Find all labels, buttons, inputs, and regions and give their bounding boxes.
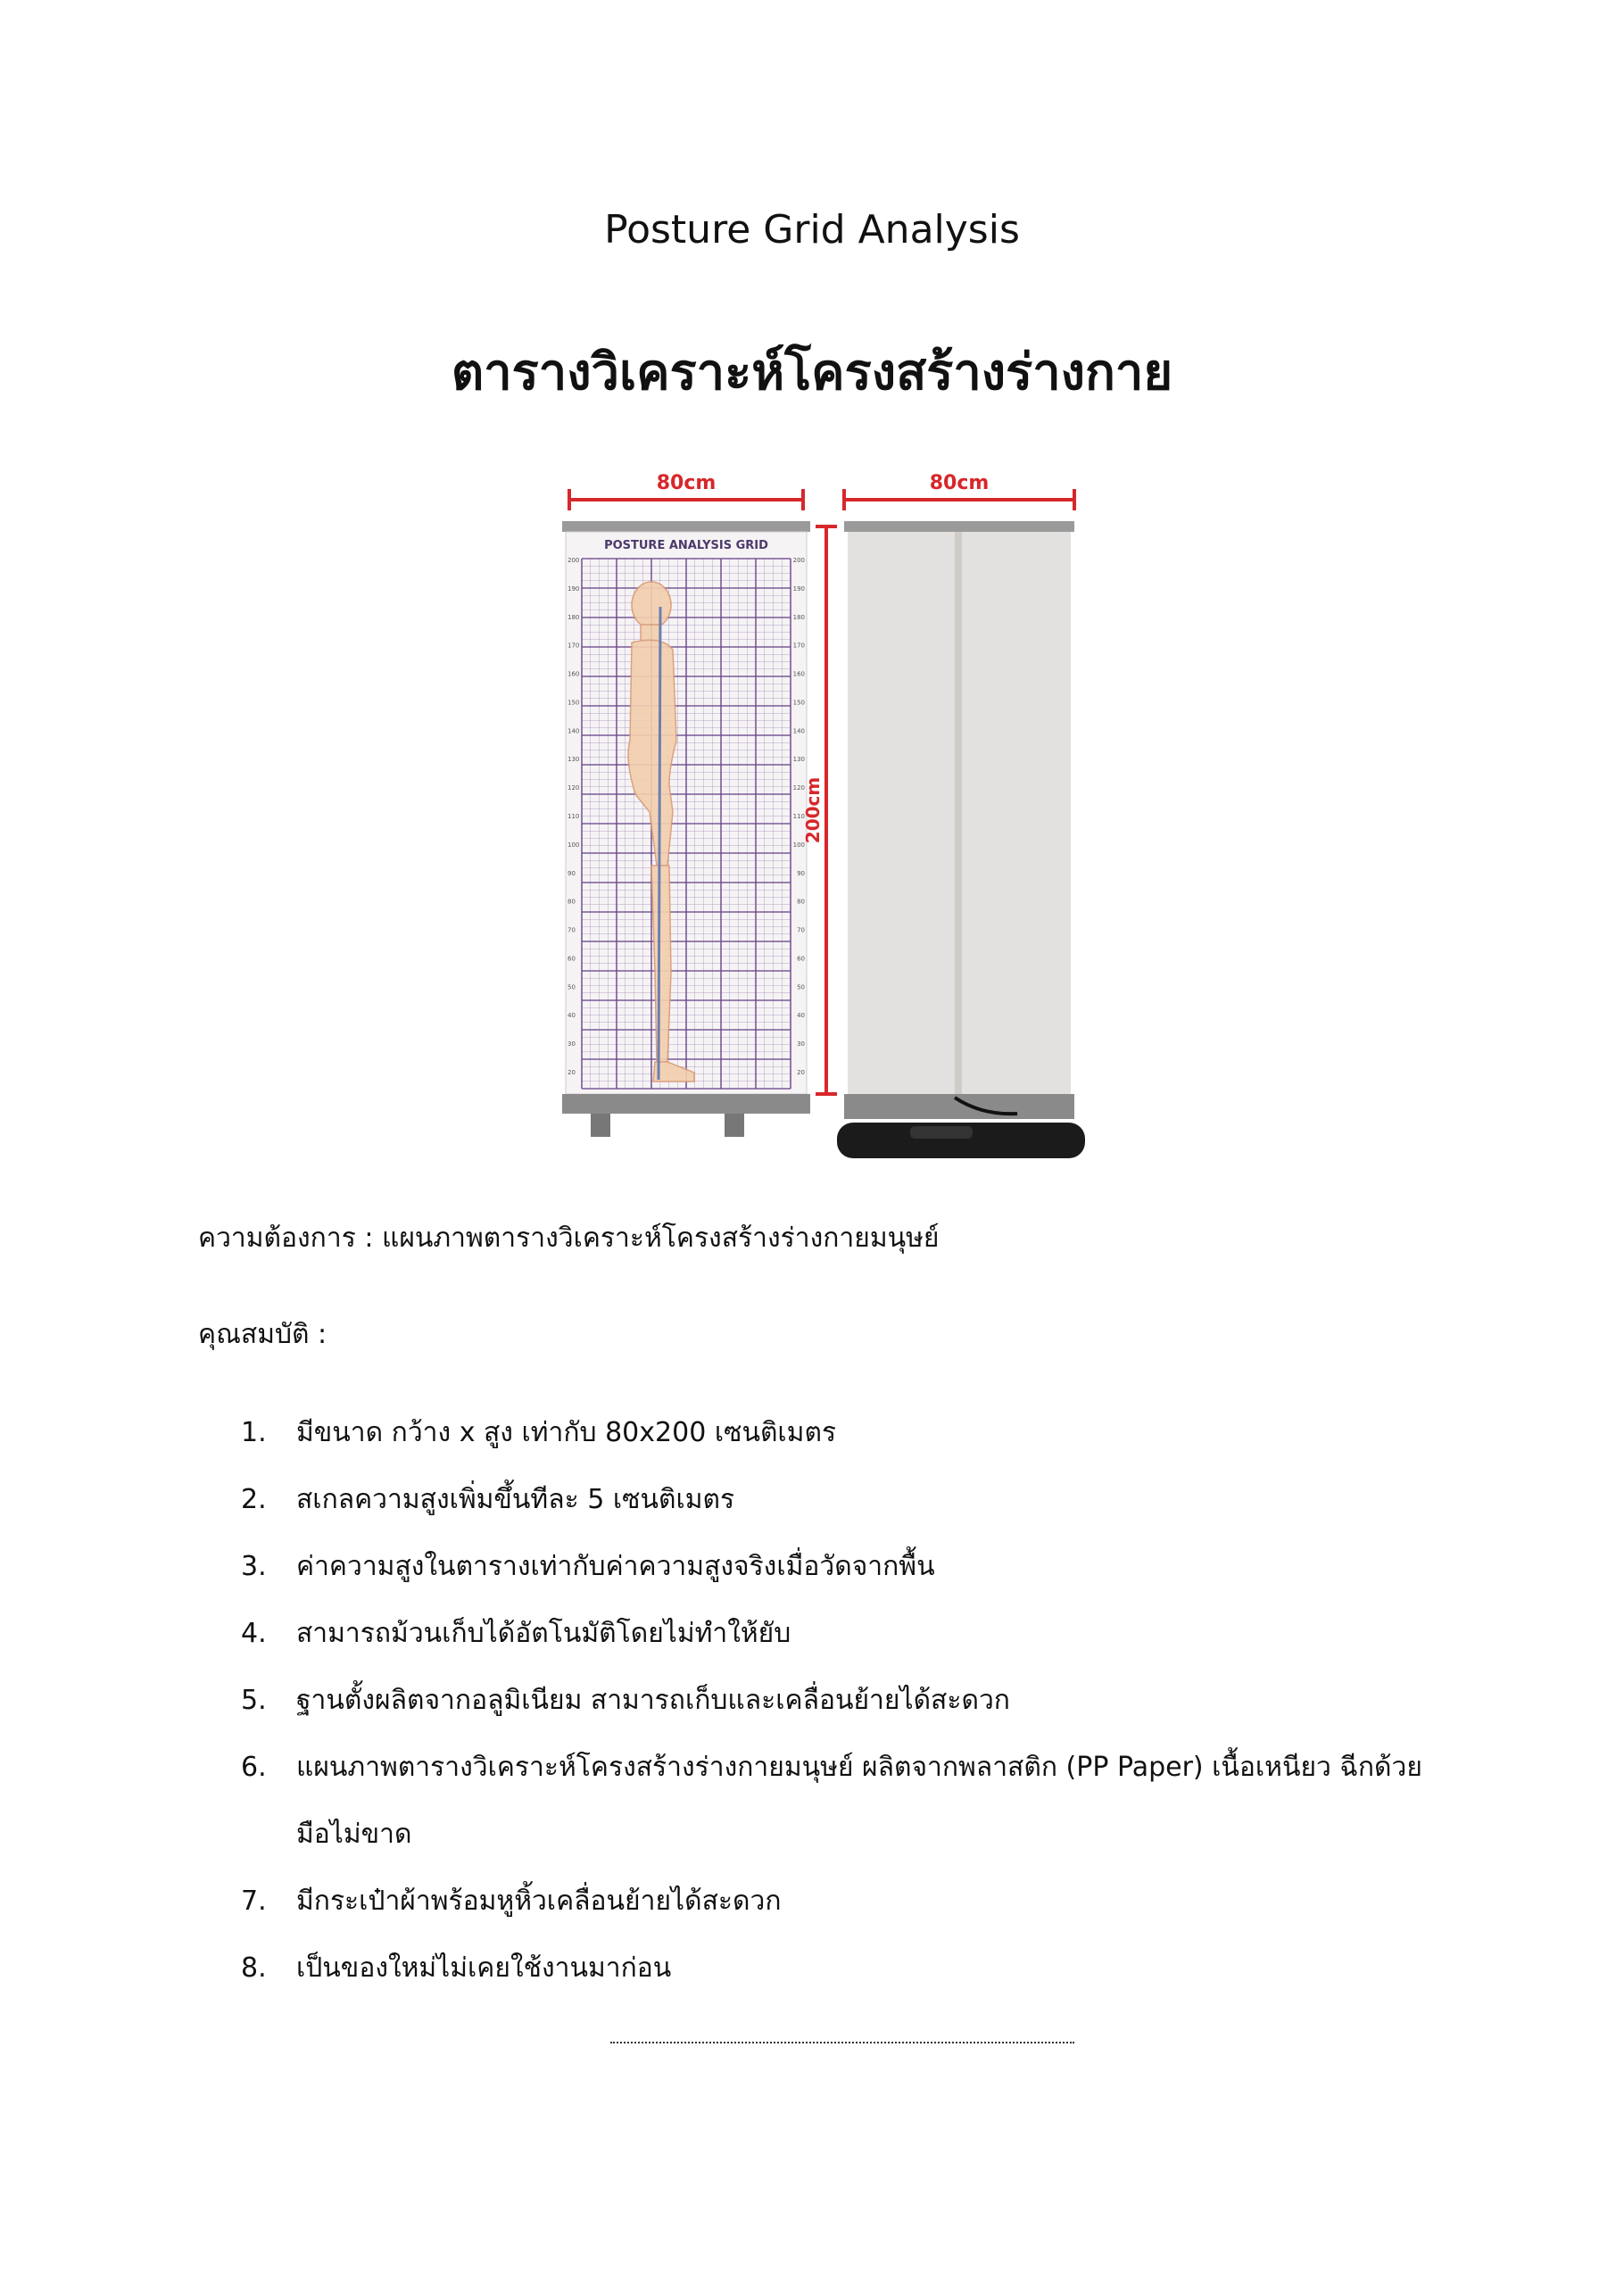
spec-list: [241, 1399, 1437, 2002]
list-item: [241, 1667, 1437, 1734]
list-item-number: 7.: [241, 1886, 267, 1917]
scale-label-left: 190: [568, 584, 580, 593]
scale-label-left: 150: [568, 699, 580, 707]
scale-label-right: 90: [797, 869, 805, 877]
list-item: [241, 1533, 1437, 1600]
scale-label-right: 50: [797, 983, 805, 991]
document-title-english: Posture Grid Analysis: [604, 207, 1020, 253]
list-item-text: สามารถม้วนเก็บได้อัตโนมัติโดยไม่ทำให้ยับ: [296, 1618, 791, 1649]
scale-label-right: 80: [797, 898, 805, 906]
scale-label-right: 40: [797, 1012, 805, 1020]
scale-label-left: 140: [568, 727, 580, 735]
scale-label-left: 30: [568, 1040, 576, 1049]
scale-label-left: 50: [568, 983, 576, 991]
scale-label-left: 110: [568, 813, 580, 820]
dotted-separator: [610, 2040, 1074, 2043]
list-item: [241, 1868, 1437, 1935]
height-label: 200cm: [802, 776, 824, 844]
list-item-number: 4.: [241, 1618, 267, 1649]
document-title-thai: ตารางวิเคราะห์โครงสร้างร่างกาย: [451, 344, 1173, 402]
scale-label-left: 70: [568, 926, 576, 934]
list-item-number: 3.: [241, 1551, 267, 1582]
list-item: [241, 1734, 1437, 1868]
scale-label-left: 80: [568, 898, 576, 906]
scale-label-right: 180: [792, 613, 805, 621]
scale-label-left: 90: [568, 869, 576, 877]
scale-label-right: 130: [792, 756, 805, 764]
height-dimension: [802, 526, 837, 1094]
scale-label-right: 110: [792, 813, 805, 820]
list-item: [241, 1399, 1437, 1466]
scale-label-left: 100: [568, 841, 580, 849]
list-item-text: ค่าความสูงในตารางเท่ากับค่าความสูงจริงเมื่อวัดจากพื้น: [296, 1551, 935, 1582]
scale-label-left: 200: [568, 557, 580, 564]
list-item-text: ฐานตั้งผลิตจากอลูมิเนียม สามารถเก็บและเคลื่อนย้ายได้สะดวก: [296, 1685, 1010, 1716]
list-item-text: แผนภาพตารางวิเคราะห์โครงสร้างร่างกายมนุษย์ ผลิตจากพลาสติก (PP Paper) เนื้อเหนียว ฉีกด้วยมือไม่ขาด: [296, 1752, 1422, 1850]
list-item-number: 8.: [241, 1952, 267, 1984]
list-item-text: สเกลความสูงเพิ่มขึ้นทีละ 5 เซนติเมตร: [296, 1484, 735, 1515]
list-item: [241, 1600, 1437, 1667]
scale-label-left: 160: [568, 670, 580, 678]
product-photo: [535, 473, 1106, 1169]
spine-line: [659, 607, 660, 1080]
scale-label-right: 160: [792, 670, 805, 678]
list-item: [241, 1466, 1437, 1533]
poster-header: POSTURE ANALYSIS GRID: [604, 539, 768, 552]
scale-label-right: 170: [792, 642, 805, 650]
scale-label-right: 20: [797, 1069, 805, 1076]
list-item-text: เป็นของใหม่ไม่เคยใช้งานมาก่อน: [296, 1952, 672, 1984]
scale-label-left: 20: [568, 1069, 576, 1076]
scale-label-left: 120: [568, 784, 580, 792]
scale-label-right: 150: [792, 699, 805, 707]
list-item-number: 2.: [241, 1484, 267, 1515]
scale-label-left: 60: [568, 955, 576, 963]
width-dimension-left: [569, 473, 803, 510]
width-dimension-right: [844, 473, 1074, 510]
scale-label-left: 40: [568, 1012, 576, 1020]
scale-label-right: 30: [797, 1040, 805, 1049]
plain-poster: [844, 521, 1074, 1119]
scale-label-left: 170: [568, 642, 580, 650]
scale-label-right: 140: [792, 727, 805, 735]
width-label-right: 80cm: [929, 473, 990, 494]
width-label-left: 80cm: [656, 473, 717, 494]
poster-base: [562, 1094, 810, 1114]
scale-label-left: 130: [568, 756, 580, 764]
scale-label-right: 100: [792, 841, 805, 849]
scale-label-right: 120: [792, 784, 805, 792]
grid-poster: [562, 521, 810, 1137]
scale-label-left: 180: [568, 613, 580, 621]
scale-label-right: 70: [797, 926, 805, 934]
scale-label-right: 190: [792, 584, 805, 593]
properties-label: คุณสมบัติ :: [198, 1319, 327, 1350]
list-item-text: มีขนาด กว้าง x สูง เท่ากับ 80x200 เซนติเมตร: [296, 1417, 837, 1448]
list-item: [241, 1935, 1437, 2002]
list-item-number: 5.: [241, 1685, 267, 1716]
requirement-text: ความต้องการ : แผนภาพตารางวิเคราะห์โครงสร้างร่างกายมนุษย์: [198, 1223, 940, 1254]
list-item-number: 6.: [241, 1752, 267, 1783]
list-item-number: 1.: [241, 1417, 267, 1448]
scale-label-right: 60: [797, 955, 805, 963]
list-item-text: มีกระเป๋าผ้าพร้อมหูหิ้วเคลื่อนย้ายได้สะดวก: [296, 1886, 782, 1917]
scale-label-right: 200: [792, 557, 805, 564]
